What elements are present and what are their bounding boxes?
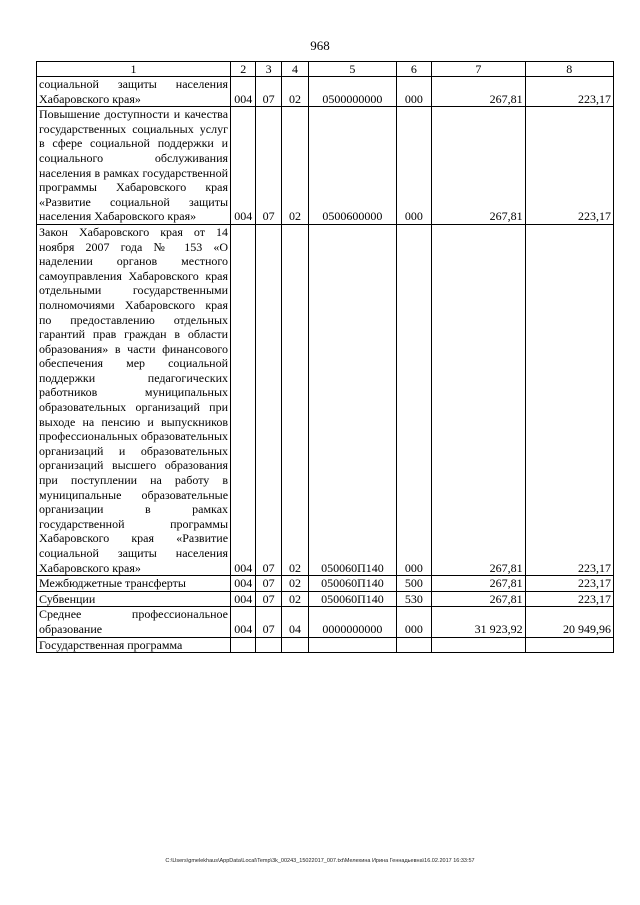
cell-ministry: 004: [231, 107, 256, 225]
page-number: 968: [310, 38, 330, 53]
header-cell: 3: [256, 62, 281, 77]
header-cell: 1: [37, 62, 231, 77]
cell-ministry: 004: [231, 77, 256, 107]
cell-subsection: 02: [281, 591, 308, 607]
cell-expense-type: 000: [396, 224, 432, 575]
header-row: [37, 62, 614, 77]
header-cell: 4: [281, 62, 308, 77]
row-name: Среднее профессиональное образование: [37, 607, 231, 637]
cell-target-code: 050060П140: [309, 224, 396, 575]
cell-section: 07: [256, 224, 281, 575]
file-path-footer: C:\Users\gmelekhaus\AppData\Local\Temp\3k_00243_15022017_007.txt\Мелехина Ирина Геннадьевна\16.02.2017 16:33:57: [165, 858, 475, 864]
row-name: Субвенции: [37, 591, 231, 607]
cell-amount-1: 267,81: [432, 77, 525, 107]
cell-amount-1: 31 923,92: [432, 607, 525, 637]
header-cell: 2: [231, 62, 256, 77]
header-cell: 8: [525, 62, 613, 77]
cell-amount-1: 267,81: [432, 107, 525, 225]
table-row: [37, 637, 614, 653]
cell-subsection: 02: [281, 107, 308, 225]
header-cell: 5: [309, 62, 396, 77]
cell-expense-type: 000: [396, 107, 432, 225]
cell-section: 07: [256, 607, 281, 637]
table-row: [37, 576, 614, 592]
row-name: Межбюджетные трансферты: [37, 576, 231, 592]
cell-section: 07: [256, 77, 281, 107]
cell-target-code: 0500000000: [309, 77, 396, 107]
header-cell: 7: [432, 62, 525, 77]
cell-amount-1: [432, 637, 525, 653]
cell-ministry: 004: [231, 224, 256, 575]
cell-section: 07: [256, 591, 281, 607]
table-row: [37, 591, 614, 607]
cell-amount-2: 223,17: [525, 224, 613, 575]
row-name: Повышение доступности и качества государственных социальных услуг в сфере социальной поддержки и социального обслуживания населения в рамках государственной программы Хабаровского края «Развитие социальной защиты населения Хабаровского края»: [37, 107, 231, 225]
cell-amount-1: 267,81: [432, 576, 525, 592]
cell-expense-type: 500: [396, 576, 432, 592]
row-name: Государственная программа: [37, 637, 231, 653]
cell-target-code: 0000000000: [309, 607, 396, 637]
budget-table: [36, 61, 614, 653]
cell-amount-1: 267,81: [432, 224, 525, 575]
cell-amount-1: 267,81: [432, 591, 525, 607]
cell-expense-type: 000: [396, 607, 432, 637]
cell-amount-2: 223,17: [525, 107, 613, 225]
cell-target-code: [309, 637, 396, 653]
cell-subsection: 04: [281, 607, 308, 637]
cell-ministry: 004: [231, 576, 256, 592]
cell-ministry: 004: [231, 607, 256, 637]
cell-subsection: 02: [281, 224, 308, 575]
table-row: [37, 224, 614, 575]
row-name: Закон Хабаровского края от 14 ноября 2007 года № 153 «О наделении органов местного самоуправления Хабаровского края отдельными государственными полномочиями Хабаровского края по предоставлению отдельных гарантий прав граждан в области образования» в части финансового обеспечения мер социальной поддержки педагогических работников муниципальных образовательных организаций при выходе на пенсию и выпускников профессиональных образовательных организаций и образовательных организаций высшего образования при поступлении на работу в муниципальные образовательные организации в рамках государственной программы Хабаровского края «Развитие социальной защиты населения Хабаровского края»: [37, 224, 231, 575]
cell-subsection: 02: [281, 77, 308, 107]
cell-subsection: [281, 637, 308, 653]
row-name: социальной защиты населения Хабаровского края»: [37, 77, 231, 107]
cell-expense-type: 000: [396, 77, 432, 107]
cell-target-code: 050060П140: [309, 591, 396, 607]
cell-section: 07: [256, 107, 281, 225]
cell-ministry: 004: [231, 591, 256, 607]
header-cell: 6: [396, 62, 432, 77]
cell-target-code: 050060П140: [309, 576, 396, 592]
table-row: [37, 77, 614, 107]
cell-amount-2: [525, 637, 613, 653]
cell-section: [256, 637, 281, 653]
cell-target-code: 0500600000: [309, 107, 396, 225]
cell-subsection: 02: [281, 576, 308, 592]
cell-section: 07: [256, 576, 281, 592]
table-row: [37, 607, 614, 637]
table-row: [37, 107, 614, 225]
cell-ministry: [231, 637, 256, 653]
cell-amount-2: 223,17: [525, 576, 613, 592]
cell-amount-2: 223,17: [525, 77, 613, 107]
cell-amount-2: 223,17: [525, 591, 613, 607]
cell-expense-type: 530: [396, 591, 432, 607]
cell-expense-type: [396, 637, 432, 653]
cell-amount-2: 20 949,96: [525, 607, 613, 637]
